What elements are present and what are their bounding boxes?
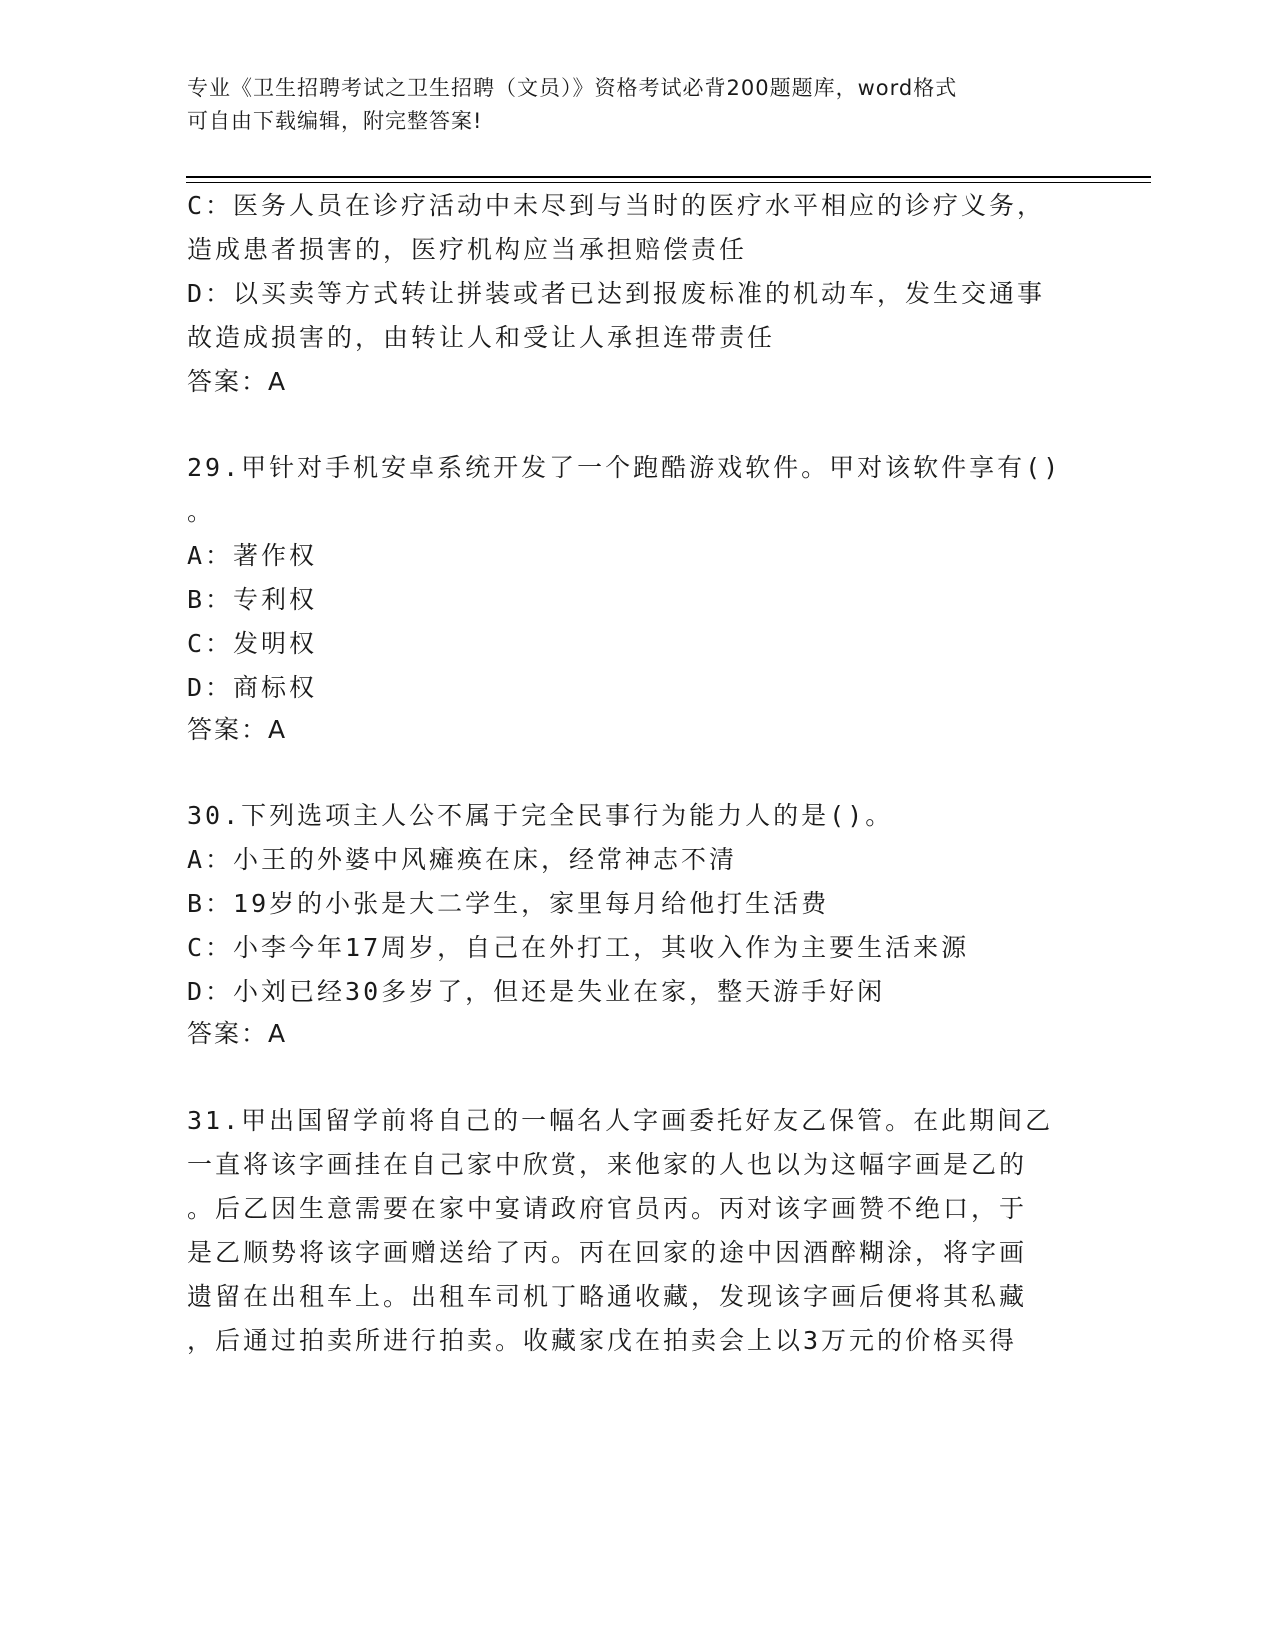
q29-stem-line-2: 。 — [187, 497, 216, 526]
q30-stem: 30.下列选项主人公不属于完全民事行为能力人的是()。 — [187, 801, 894, 830]
q31-stem-line-3: 。后乙因生意需要在家中宴请政府官员丙。丙对该字画赞不绝口，于 — [187, 1194, 1028, 1223]
q29-option-d: D：商标权 — [187, 673, 318, 702]
q31-stem-line-2: 一直将该字画挂在自己家中欣赏，来他家的人也以为这幅字画是乙的 — [187, 1150, 1028, 1179]
header-divider-thick — [186, 176, 1151, 178]
q28-option-c-line-2: 造成患者损害的，医疗机构应当承担赔偿责任 — [187, 235, 748, 264]
q31-stem-line-1: 31.甲出国留学前将自己的一幅名人字画委托好友乙保管。在此期间乙 — [187, 1106, 1054, 1135]
q30-answer: 答案：A — [187, 1019, 288, 1048]
q30-option-c: C：小李今年17周岁，自己在外打工，其收入作为主要生活来源 — [187, 933, 970, 962]
q29-answer: 答案：A — [187, 715, 288, 744]
q30-option-b: B：19岁的小张是大二学生，家里每月给他打生活费 — [187, 889, 830, 918]
q29-stem-line-1: 29.甲针对手机安卓系统开发了一个跑酷游戏软件。甲对该软件享有() — [187, 453, 1062, 482]
q28-option-c-line-1: C：医务人员在诊疗活动中未尽到与当时的医疗水平相应的诊疗义务， — [187, 191, 1046, 220]
q31-stem-line-4: 是乙顺势将该字画赠送给了丙。丙在回家的途中因酒醉糊涂，将字画 — [187, 1238, 1028, 1267]
q28-answer: 答案：A — [187, 367, 288, 396]
document-header — [187, 72, 1067, 138]
q30-option-a: A：小王的外婆中风瘫痪在床，经常神志不清 — [187, 845, 738, 874]
q31-stem-line-6: ，后通过拍卖所进行拍卖。收藏家戊在拍卖会上以3万元的价格买得 — [187, 1326, 1018, 1355]
q29-option-b: B：专利权 — [187, 585, 318, 614]
q29-option-c: C：发明权 — [187, 629, 318, 658]
header-line-2: 可自由下载编辑，附完整答案! — [187, 109, 483, 133]
q28-option-d-line-2: 故造成损害的，由转让人和受让人承担连带责任 — [187, 323, 776, 352]
q31-stem-line-5: 遗留在出租车上。出租车司机丁略通收藏，发现该字画后便将其私藏 — [187, 1282, 1028, 1311]
header-divider-thin — [186, 182, 1151, 183]
q29-option-a: A：著作权 — [187, 541, 318, 570]
q28-option-d-line-1: D：以买卖等方式转让拼装或者已达到报废标准的机动车，发生交通事 — [187, 279, 1046, 308]
q30-option-d: D：小刘已经30多岁了，但还是失业在家，整天游手好闲 — [187, 977, 886, 1006]
header-line-1: 专业《卫生招聘考试之卫生招聘（文员）》资格考试必背200题题库，word格式 — [187, 76, 958, 100]
